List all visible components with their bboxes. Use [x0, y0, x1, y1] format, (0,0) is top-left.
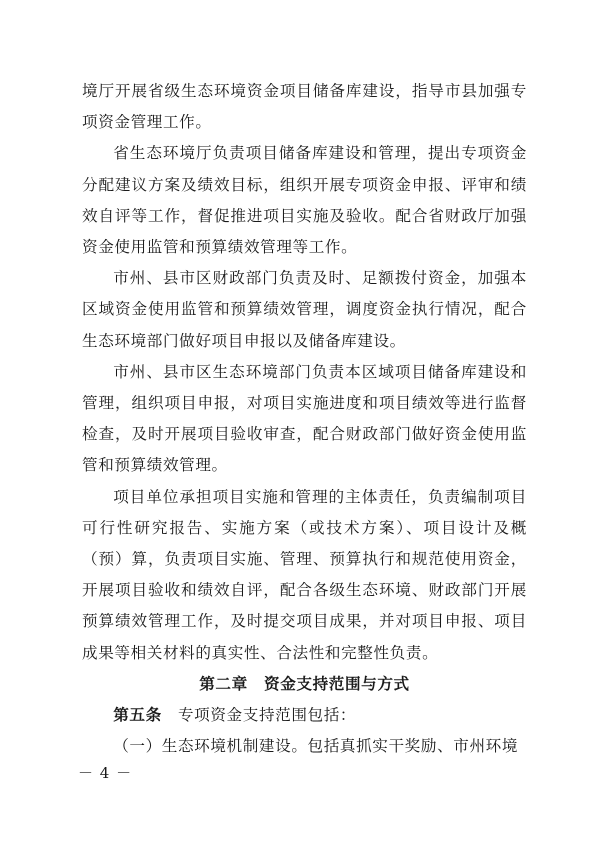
page-number: － 4 －	[78, 764, 133, 782]
paragraph-continuation: 境厅开展省级生态环境资金项目储备库建设，指导市县加强专项资金管理工作。	[82, 82, 527, 132]
body-text	[82, 76, 527, 762]
article-number: 第五条	[113, 706, 162, 725]
paragraph-finance-departments: 市州、县市区财政部门负责及时、足额拨付资金，加强本区域资金使用监管和预算绩效管理，调度资金执行情况，配合生态环境部门做好项目申报以及储备库建设。	[82, 269, 527, 350]
article-5	[82, 700, 527, 731]
paragraph-project-units: 项目单位承担项目实施和管理的主体责任，负责编制项目可行性研究报告、实施方案（或技术方案）、项目设计及概（预）算，负责项目实施、管理、预算执行和规范使用资金，开展项目验收和绩效自评，配合各级生态环境、财政部门开展预算绩效管理工作，及时提交项目成果，并对项目申报、项目成果等相关材料的真实性、合法性和完整性负责。	[82, 487, 527, 662]
paragraph-environment-departments: 市州、县市区生态环境部门负责本区域项目储备库建设和管理，组织项目申报，对项目实施进度和项目绩效等进行监督检查，及时开展项目验收审查，配合财政部门做好资金使用监管和预算绩效管理。	[82, 362, 527, 475]
chapter-heading: 第二章 资金支持范围与方式	[199, 674, 410, 693]
list-item-1: （一）生态环境机制建设。包括真抓实干奖励、市州环境	[113, 737, 519, 756]
article-text: 专项资金支持范围包括：	[161, 706, 357, 725]
paragraph-provincial-department: 省生态环境厅负责项目储备库建设和管理，提出专项资金分配建议方案及绩效目标，组织开展专项资金申报、评审和绩效自评等工作，督促推进项目实施及验收。配合省财政厅加强资金使用监管和预算绩效管理等工作。	[82, 144, 527, 257]
